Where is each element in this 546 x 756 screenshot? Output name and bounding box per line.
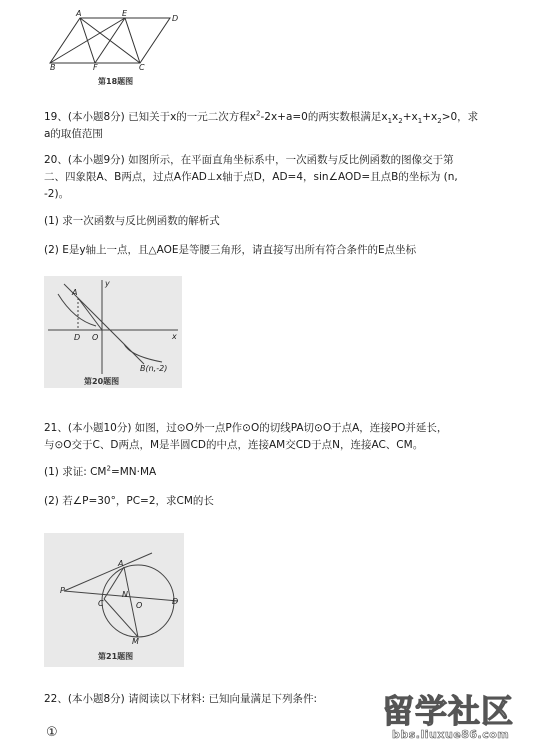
- q22-item-1: ①: [46, 725, 58, 740]
- q19-line-2: a的取值范围: [44, 128, 103, 140]
- q19-sup: 2: [256, 109, 261, 118]
- fig18-label-f: F: [93, 63, 98, 72]
- fig20-label-a: A: [72, 288, 78, 297]
- q19-sub-4: 2: [437, 117, 442, 126]
- figure-21: [44, 533, 184, 667]
- fig21-caption: 第21题图: [98, 652, 134, 661]
- q22-line-1: 22、(本小题8分) 请阅读以下材料: 已知向量满足下列条件:: [44, 693, 317, 705]
- q20-part-1: (1) 求一次函数与反比例函数的解析式: [44, 215, 220, 227]
- fig20-label-d: D: [74, 333, 81, 342]
- q19-line-1: [44, 110, 478, 124]
- q19-text-b: -2x+a=0的两实数根满足x: [260, 111, 388, 123]
- q19-text-c: x: [392, 111, 399, 123]
- q20-line-3: -2)。: [44, 188, 70, 200]
- watermark-url: bbs.liuxue86.com: [392, 728, 510, 741]
- fig21-label-d: D: [172, 597, 179, 606]
- fig20-label-y: y: [105, 279, 110, 288]
- q21-line-1: 21、(本小题10分) 如图，过⊙O外一点P作⊙O的切线PA切⊙O于点A，连接PO并延长，: [44, 422, 448, 434]
- q19-text-f: >0，求: [441, 111, 479, 123]
- q21-part-2: (2) 若∠P=30°，PC=2，求CM的长: [44, 495, 214, 507]
- q19-sub-1: 1: [387, 117, 393, 126]
- q20-line-2: 二、四象限A、B两点，过点A作AD⊥x轴于点D，AD=4，sin∠AOD=且点B的坐标为 (n,: [44, 171, 458, 183]
- fig18-label-e: E: [122, 9, 128, 18]
- fig18-label-b: B: [50, 63, 56, 72]
- q21-part-1-a: (1) 求证: CM: [44, 466, 107, 478]
- fig21-label-p: P: [60, 586, 65, 595]
- fig21-label-c: C: [98, 599, 104, 608]
- q19-sub-3: 1: [417, 117, 423, 126]
- q21-part-1: [44, 465, 156, 479]
- figure-18-graphic: [40, 0, 190, 75]
- figure-18: [40, 0, 190, 90]
- q19-sub-2: 2: [398, 117, 403, 126]
- fig20-label-o: O: [92, 333, 99, 342]
- fig21-label-o: O: [136, 601, 143, 610]
- q20-line-1: 20、(本小题9分) 如图所示，在平面直角坐标系中，一次函数与反比例函数的图像交于第: [44, 154, 454, 166]
- q19-text-a: 19、(本小题8分) 已知关于x的一元二次方程x: [44, 111, 256, 123]
- q21-line-2: 与⊙O交于C、D两点，M是半圆CD的中点，连接AM交CD于点N，连接AC、CM。: [44, 439, 424, 451]
- fig18-caption: 第18题图: [98, 77, 134, 86]
- fig20-caption: 第20题图: [84, 377, 120, 386]
- q21-part-1-b: =MN·MA: [110, 466, 157, 478]
- fig18-label-c: C: [139, 63, 145, 72]
- fig21-label-n: N: [122, 590, 128, 599]
- watermark-logo: 留学社区: [382, 692, 515, 730]
- fig18-label-a: A: [76, 9, 82, 18]
- q19-text-d: +x: [402, 111, 418, 123]
- q20-part-2: (2) E是y轴上一点，且△AOE是等腰三角形，请直接写出所有符合条件的E点坐标: [44, 244, 417, 256]
- fig20-label-x: x: [172, 332, 177, 341]
- q19-text-e: +x: [422, 111, 438, 123]
- figure-21-graphic: [44, 533, 184, 667]
- q21-part-1-sup: 2: [106, 464, 111, 473]
- fig20-label-b: B(n,-2): [140, 364, 168, 373]
- fig21-label-m: M: [132, 637, 139, 646]
- fig21-label-a: A: [118, 559, 124, 568]
- figure-20: [44, 276, 182, 388]
- fig18-label-d: D: [172, 14, 179, 23]
